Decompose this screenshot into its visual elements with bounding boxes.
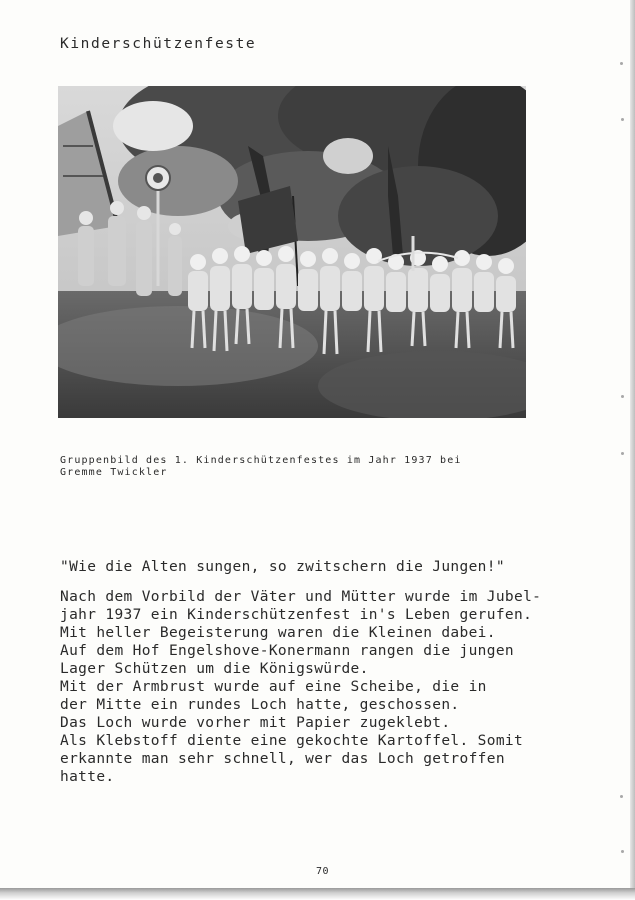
body-line: Auf dem Hof Engelshove-Konermann rangen die jungen xyxy=(60,643,514,659)
scan-shadow-bottom xyxy=(0,888,635,900)
scan-shadow-right xyxy=(630,0,635,890)
body-line: jahr 1937 ein Kinderschützenfest in's Leben gerufen. xyxy=(60,607,533,623)
body-line: Das Loch wurde vorher mit Papier zugeklebt. xyxy=(60,715,451,731)
scan-speck xyxy=(621,395,624,398)
body-line: Mit heller Begeisterung waren die Kleinen dabei. xyxy=(60,625,496,641)
photo-caption xyxy=(60,455,462,479)
scan-speck xyxy=(621,850,624,853)
body-line: der Mitte ein rundes Loch hatte, geschossen. xyxy=(60,697,460,713)
scan-speck xyxy=(621,118,624,121)
caption-line: Gruppenbild des 1. Kinderschützenfestes im Jahr 1937 bei xyxy=(60,455,462,466)
page-number: 70 xyxy=(316,866,330,877)
scan-speck xyxy=(620,62,623,65)
group-photo-illustration xyxy=(58,86,526,418)
body-line: Als Klebstoff diente eine gekochte Kartoffel. Somit xyxy=(60,733,524,749)
body-text xyxy=(60,558,541,786)
body-line: Nach dem Vorbild der Väter und Mütter wurde im Jubel- xyxy=(60,589,542,605)
caption-line: Gremme Twickler xyxy=(60,467,168,478)
body-line: Lager Schützen um die Königswürde. xyxy=(60,661,369,677)
scan-speck xyxy=(620,795,623,798)
page-title: Kinderschützenfeste xyxy=(60,36,257,52)
scan-speck xyxy=(621,452,624,455)
body-line: Mit der Armbrust wurde auf eine Scheibe, die in xyxy=(60,679,487,695)
group-photo xyxy=(58,86,526,418)
body-line: hatte. xyxy=(60,769,115,785)
quote-heading: "Wie die Alten sungen, so zwitschern die Jungen!" xyxy=(60,559,505,575)
body-line: erkannte man sehr schnell, wer das Loch getroffen xyxy=(60,751,505,767)
